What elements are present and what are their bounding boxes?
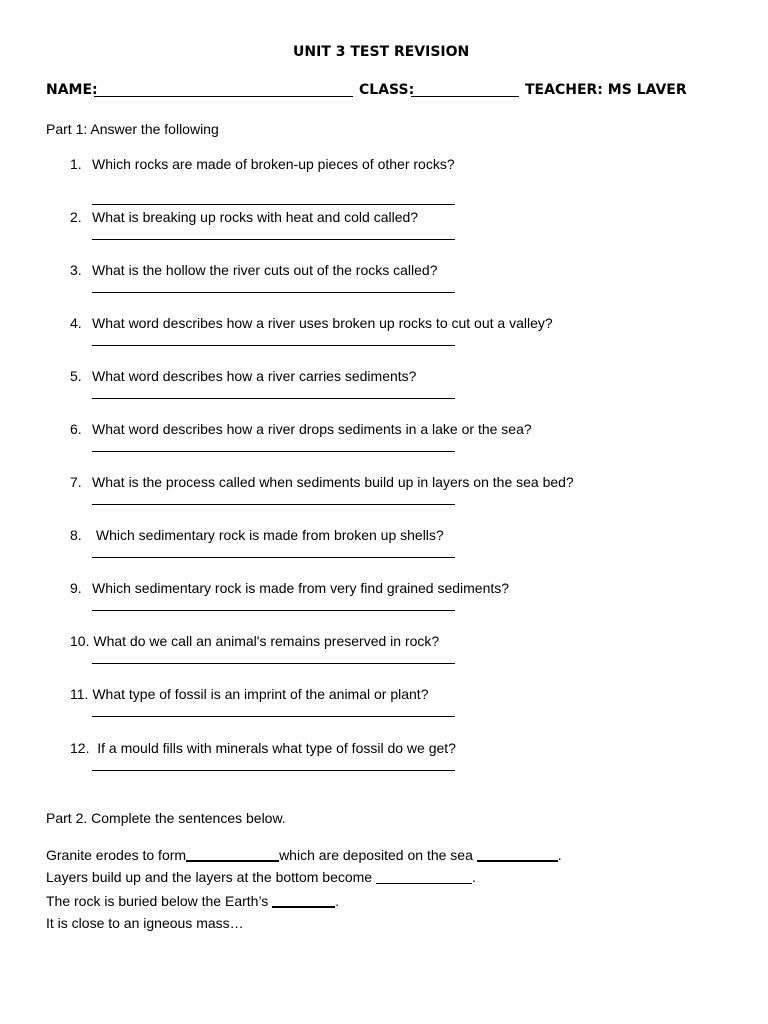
question-number: 10. [70,633,90,649]
name-field[interactable] [94,96,353,97]
question-4 [70,315,553,331]
question-text: What is breaking up rocks with heat and cold called? [92,209,419,225]
question-5 [70,368,416,384]
sentence-2 [46,869,476,885]
question-7 [70,474,574,490]
question-1 [70,156,455,172]
sentence-3 [46,892,339,909]
answer-line-8[interactable] [92,557,455,558]
sentence-text: The rock is buried below the Earth’s [46,893,273,909]
question-text: What word describes how a river uses broken up rocks to cut out a valley? [92,315,553,331]
question-number: 8. [70,527,82,543]
answer-line-1[interactable] [92,204,455,205]
sentence-text: which are deposited on the sea [279,847,477,863]
question-text: What word describes how a river carries sediments? [92,368,417,384]
page-title: UNIT 3 TEST REVISION [293,44,470,60]
question-text: What do we call an animal's remains preserved in rock? [93,633,440,649]
question-number: 1. [70,156,82,172]
question-text: Which sedimentary rock is made from very find grained sediments? [92,580,510,596]
question-number: 9. [70,580,82,596]
sentence-end: . [557,847,562,863]
answer-line-10[interactable] [92,663,455,664]
teacher-label: TEACHER: MS LAVER [525,82,687,98]
answer-line-2[interactable] [92,239,455,240]
question-text: Which rocks are made of broken-up pieces of other rocks? [92,156,455,172]
question-9 [70,580,509,596]
question-number: 5. [70,368,82,384]
sentence-end: . [471,869,476,885]
answer-line-12[interactable] [92,770,455,771]
question-6 [70,421,532,437]
question-12 [70,740,456,756]
blank-field[interactable] [272,892,335,908]
blank-field[interactable] [376,869,472,884]
sentence-end: . [335,893,340,909]
question-number: 7. [70,474,82,490]
question-number: 4. [70,315,82,331]
class-label: CLASS: [359,82,415,98]
blank-field[interactable] [186,846,279,862]
question-text: Which sedimentary rock is made from broken up shells? [92,527,444,543]
question-number: 3. [70,262,82,278]
blank-field[interactable] [477,846,558,862]
question-text: What is the process called when sediments build up in layers on the sea bed? [92,474,574,490]
question-text: What word describes how a river drops sediments in a lake or the sea? [92,421,532,437]
question-10 [70,633,439,649]
question-number: 2. [70,209,82,225]
sentence-text: Layers build up and the layers at the bottom become [46,869,376,885]
answer-line-11[interactable] [92,716,455,717]
answer-line-3[interactable] [92,292,455,293]
question-number: 12. [70,740,90,756]
question-number: 6. [70,421,82,437]
question-2 [70,209,418,225]
name-label: NAME: [46,82,98,98]
sentence-1 [46,846,562,863]
answer-line-5[interactable] [92,398,455,399]
answer-line-9[interactable] [92,610,455,611]
question-11 [70,686,429,702]
question-8 [70,527,444,543]
question-text: What is the hollow the river cuts out of the rocks called? [92,262,438,278]
answer-line-4[interactable] [92,345,455,346]
answer-line-7[interactable] [92,504,455,505]
question-3 [70,262,438,278]
class-field[interactable] [411,96,519,97]
sentence-4: It is close to an igneous mass… [46,915,244,931]
question-text: What type of fossil is an imprint of the animal or plant? [92,686,429,702]
part1-heading: Part 1: Answer the following [46,121,219,137]
part2-heading: Part 2. Complete the sentences below. [46,810,286,826]
question-text: If a mould fills with minerals what type of fossil do we get? [93,740,456,756]
answer-line-6[interactable] [92,451,455,452]
sentence-text: Granite erodes to form [46,847,187,863]
question-number: 11. [70,686,89,702]
